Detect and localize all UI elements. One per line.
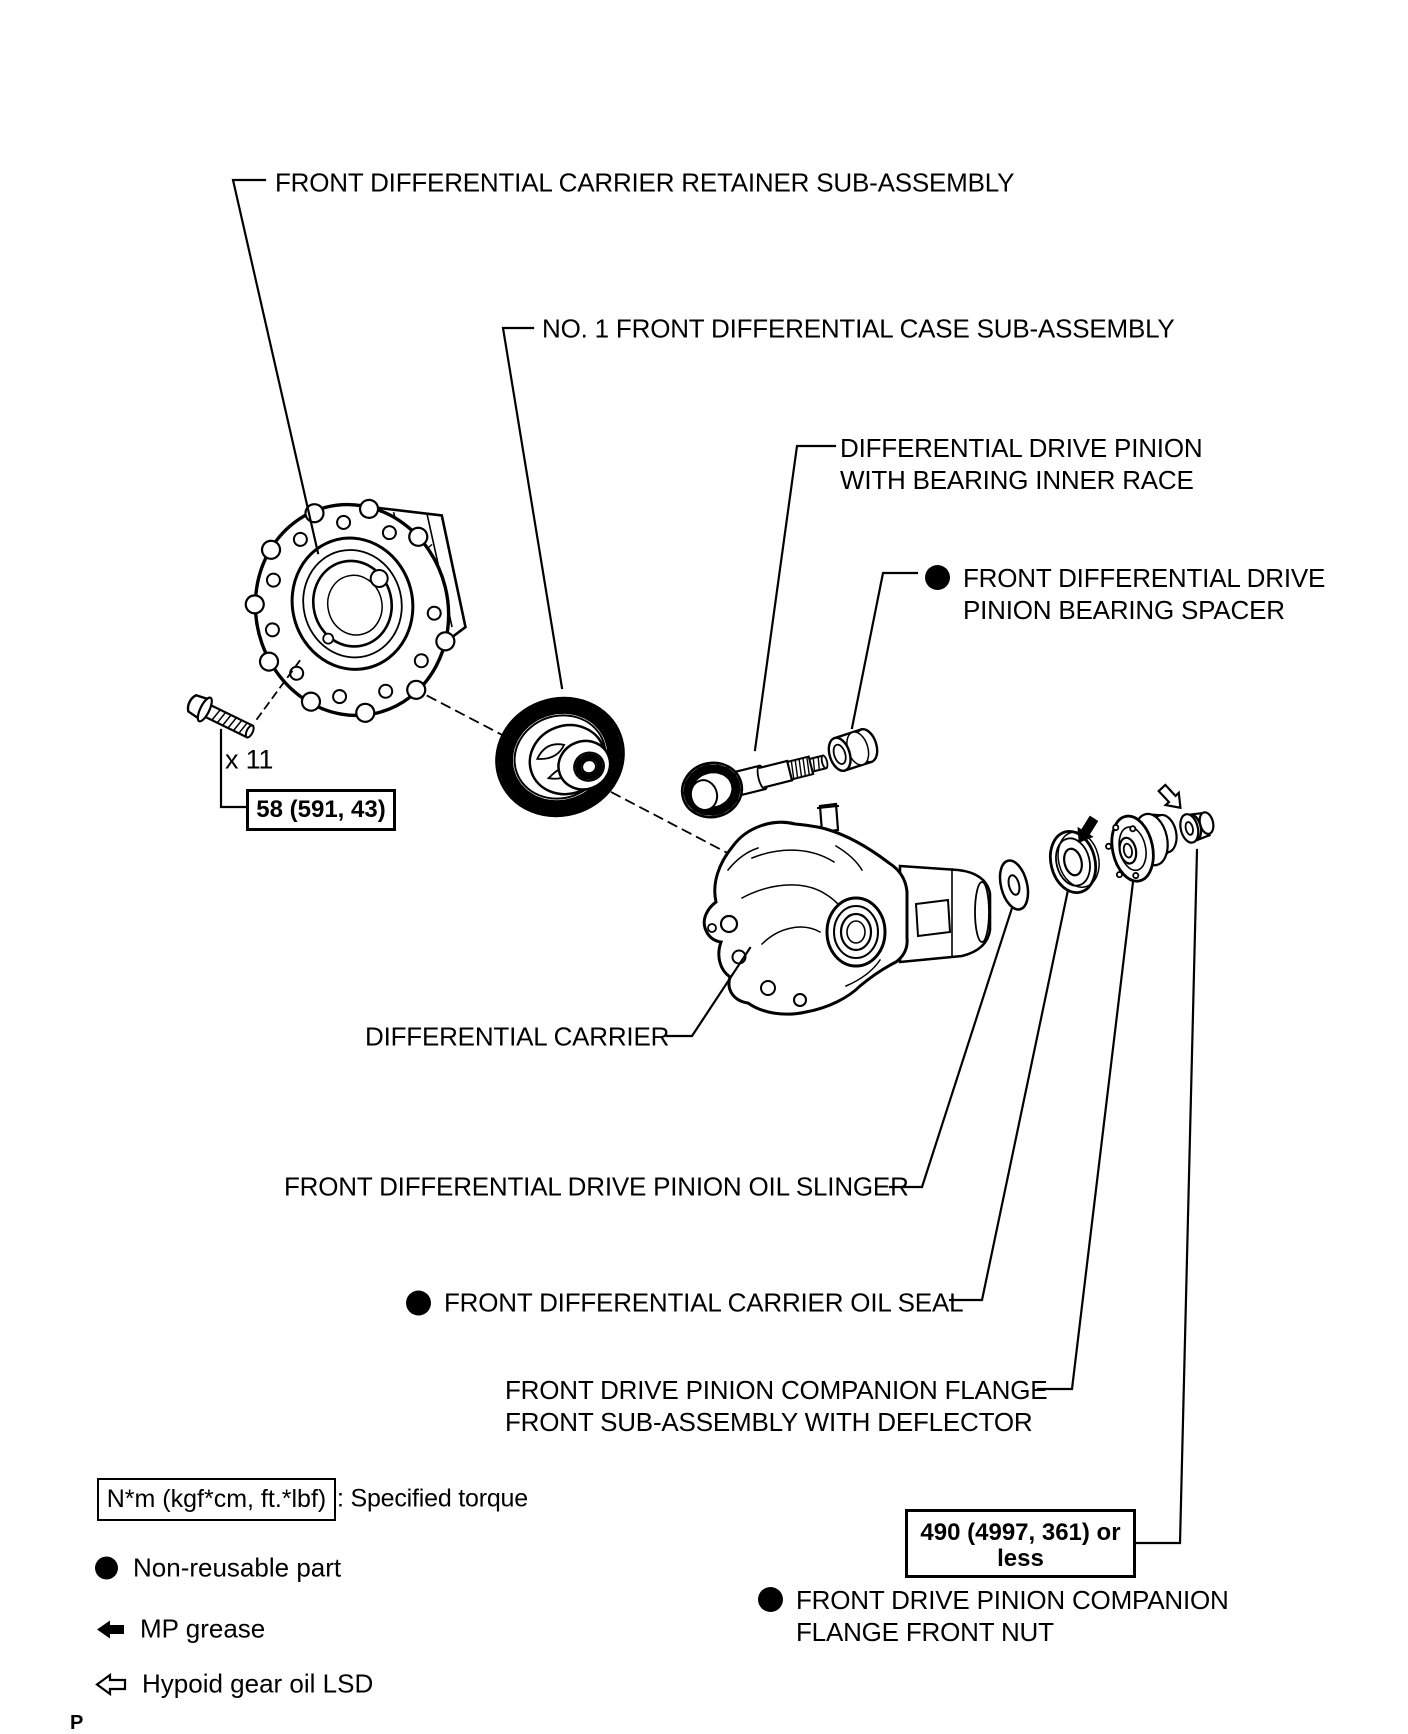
label-companion-flange [505,1374,1047,1438]
label-companion-flange-line2: FRONT SUB-ASSEMBLY WITH DEFLECTOR [505,1407,1033,1437]
hypoid-oil-marker-icon [1155,782,1187,814]
oil-seal-drawing [1044,826,1106,898]
label-bearing-spacer-line2: PINION BEARING SPACER [963,595,1285,625]
differential-carrier-drawing [704,804,990,1014]
label-drive-pinion [840,432,1202,496]
torque-spec-box-flange-nut: 490 (4997, 361) or less [905,1509,1136,1578]
non-reusable-dot-icon [925,565,950,590]
legend-mp-grease-text: MP grease [140,1613,266,1644]
label-differential-carrier: DIFFERENTIAL CARRIER [365,1021,670,1052]
legend-torque-symbol-box: N*m (kgf*cm, ft.*lbf) [97,1478,336,1521]
label-companion-flange-line1: FRONT DRIVE PINION COMPANION FLANGE [505,1375,1048,1405]
legend-mp-grease-arrow-icon [95,1619,125,1639]
retainer-plate-drawing [226,475,486,744]
flange-nut-drawing [1178,808,1217,844]
legend-non-reusable [95,1553,341,1584]
label-oil-slinger: FRONT DIFFERENTIAL DRIVE PINION OIL SLINGER [284,1171,909,1202]
label-oil-seal-text: FRONT DIFFERENTIAL CARRIER OIL SEAL [444,1287,964,1318]
torque-spec-box-retainer-bolts: 58 (591, 43) [246,789,396,831]
non-reusable-dot-icon [406,1291,431,1316]
label-case-sub-assembly: NO. 1 FRONT DIFFERENTIAL CASE SUB-ASSEMBLY [542,313,1175,344]
legend-hypoid-oil-text: Hypoid gear oil LSD [142,1668,374,1699]
companion-flange-drawing [1101,807,1185,886]
label-drive-pinion-line1: DIFFERENTIAL DRIVE PINION [840,433,1203,463]
legend-non-reusable-text: Non-reusable part [133,1552,342,1583]
label-retainer-sub-assembly: FRONT DIFFERENTIAL CARRIER RETAINER SUB-ASSEMBLY [275,167,1015,198]
label-bolt-count: x 11 [225,744,274,775]
label-bearing-spacer [925,562,1325,626]
label-bearing-spacer-line1: FRONT DIFFERENTIAL DRIVE [963,563,1326,593]
legend-mp-grease [95,1614,265,1645]
differential-case-drawing [480,681,640,834]
label-drive-pinion-line2: WITH BEARING INNER RACE [840,465,1194,495]
legend-torque-description: : Specified torque [337,1484,528,1513]
label-flange-front-nut-line2: FLANGE FRONT NUT [796,1617,1054,1647]
bearing-spacer-drawing [825,726,881,773]
non-reusable-dot-icon [758,1587,783,1612]
label-flange-front-nut [758,1584,1229,1648]
label-flange-front-nut-line1: FRONT DRIVE PINION COMPANION [796,1585,1229,1615]
label-oil-seal [406,1288,963,1319]
legend-hypoid-oil-arrow-icon [95,1672,127,1696]
legend-hypoid-oil [95,1669,373,1700]
non-reusable-dot-icon [95,1557,118,1580]
page-footer-mark: P [70,1712,84,1734]
oil-slinger-drawing [995,858,1032,913]
